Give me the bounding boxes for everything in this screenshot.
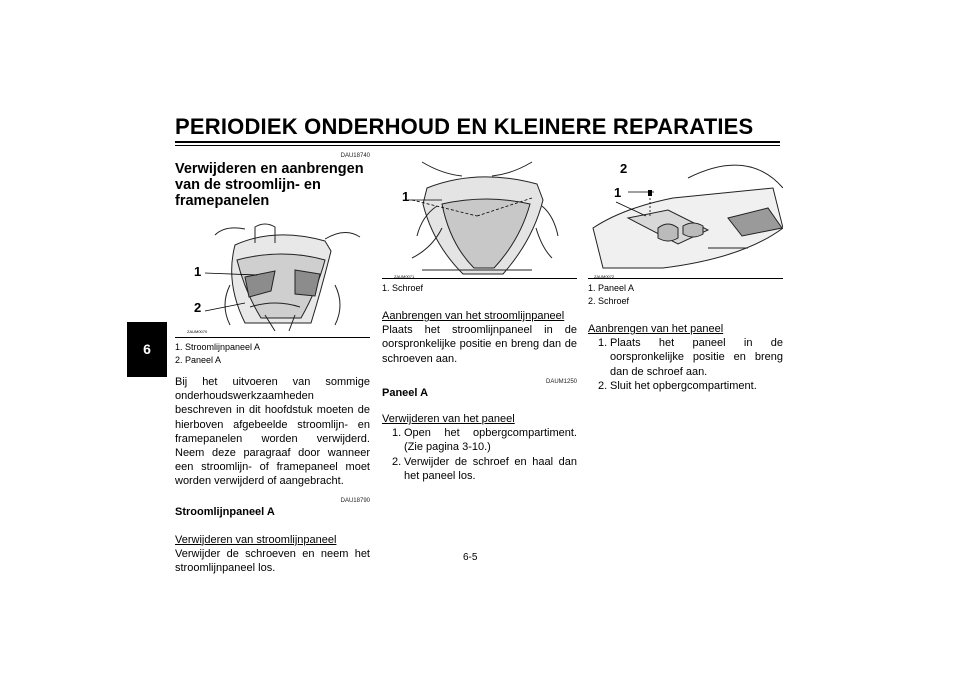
page-title: PERIODIEK ONDERHOUD EN KLEINERE REPARATIES <box>175 114 754 139</box>
remove-title: Verwijderen van stroomlijnpaneel <box>175 533 337 546</box>
page-number: 6-5 <box>463 552 478 563</box>
figure-scooter-front <box>175 215 370 335</box>
caption-1: 1. Stroomlijnpaneel A <box>175 342 261 352</box>
install-title: Aanbrengen van het paneel <box>588 323 724 335</box>
subheading-stroomlijnpaneel-a: Stroomlijnpaneel A <box>175 505 275 518</box>
step-item: 2. Verwijder de schroef en haal dan het paneel los. <box>392 455 577 482</box>
column-1 <box>175 152 370 575</box>
chapter-tab: 6 <box>127 322 167 377</box>
subheading-paneel-a: Paneel A <box>382 386 429 399</box>
caption-1: 1. Schroef <box>382 283 424 293</box>
section-code: DAU18740 <box>340 153 370 159</box>
step-item: 1. Open het opbergcompartiment. (Zie pagina 3-10.) <box>392 427 577 454</box>
figure-storage-panel <box>588 158 783 278</box>
callout-2: 2 <box>620 161 628 176</box>
front-panel-screw-illustration <box>382 158 577 278</box>
section-code: DAUM1250 <box>545 378 577 385</box>
figure-front-screw <box>382 158 577 278</box>
caption-2: 2. Schroef <box>588 296 630 306</box>
caption-1: 1. Paneel A <box>588 283 635 293</box>
figure-rule <box>588 278 783 279</box>
section-code-2: DAU18790 <box>340 497 370 504</box>
figure-code: ZAUM0072 <box>594 274 615 279</box>
callout-2: 2 <box>194 300 202 315</box>
scooter-front-illustration <box>175 215 370 335</box>
figure-code: ZAUM0071 <box>394 274 415 279</box>
install-steps <box>588 336 783 393</box>
title-rule-thin <box>175 145 780 146</box>
column-2 <box>382 158 577 483</box>
step-item: 2. Sluit het opbergcompartiment. <box>598 379 757 392</box>
install-title: Aanbrengen van het stroomlijnpaneel <box>382 310 565 322</box>
storage-panel-illustration <box>588 158 783 278</box>
step-item: 1. Plaats het paneel in de oorspronkelijke positie en breng dan de schroef aan. <box>598 337 783 378</box>
figure-code: ZAUM0070 <box>187 329 208 334</box>
callout-1: 1 <box>402 189 410 204</box>
intro-paragraph: Bij het uitvoeren van sommige onderhoudswerkzaamheden beschreven in dit hoofdstuk moeten de hierboven afgebeelde stroomlijn- en framepanelen worden verwijderd. Neem deze paragraaf door wanneer een stroomlijn- of framepaneel moet worden verwijderd of aangebracht. <box>175 376 370 488</box>
remove-steps <box>382 426 577 483</box>
remove-text: Verwijder de schroeven en neem het stroomlijnpaneel los. <box>175 548 370 575</box>
remove-title: Verwijderen van het paneel <box>382 413 515 426</box>
callout-1: 1 <box>194 264 202 279</box>
title-rule <box>175 141 780 143</box>
callout-1: 1 <box>614 185 622 200</box>
install-text: Plaats het stroomlijnpaneel in de oorspronkelijke positie en breng dan de schroeven aan. <box>382 324 577 365</box>
column-3 <box>588 158 783 393</box>
section-heading: Verwijderen en aanbrengen van de stroomlijn- en framepanelen <box>175 161 364 209</box>
caption-2: 2. Paneel A <box>175 355 222 365</box>
